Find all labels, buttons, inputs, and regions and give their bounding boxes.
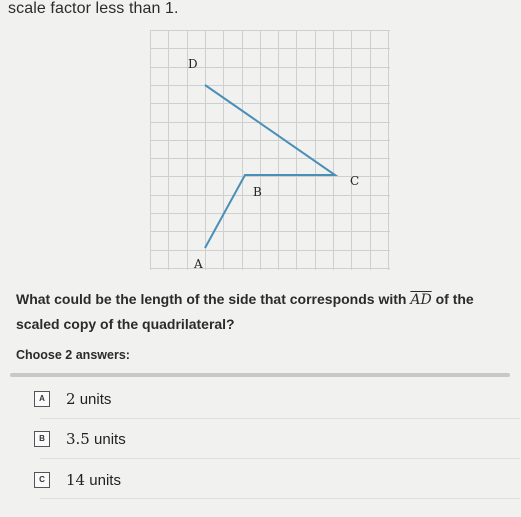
vertex-label-d: D bbox=[188, 57, 198, 71]
option-b-text: 3.5 units bbox=[66, 430, 126, 448]
option-b[interactable] bbox=[34, 429, 126, 449]
question-fragment-top: scale factor less than 1. bbox=[8, 0, 179, 17]
option-separator bbox=[40, 458, 520, 459]
option-separator bbox=[40, 498, 520, 499]
divider bbox=[10, 373, 510, 377]
option-c[interactable] bbox=[34, 470, 121, 490]
quadrilateral-figure bbox=[150, 30, 390, 270]
choose-instructions: Choose 2 answers: bbox=[16, 348, 130, 362]
option-b-letter: B bbox=[34, 431, 50, 447]
option-a-letter: A bbox=[34, 391, 50, 407]
grid bbox=[150, 30, 390, 270]
option-c-letter: C bbox=[34, 472, 50, 488]
option-a-text: 2 units bbox=[66, 390, 112, 408]
option-separator bbox=[40, 418, 520, 419]
segment-ad: $\overline{AD}$ bbox=[410, 292, 432, 308]
option-c-text: 14 units bbox=[66, 471, 121, 489]
question-text bbox=[16, 287, 516, 336]
vertex-label-a: A bbox=[194, 257, 203, 270]
vertex-label-b: B bbox=[253, 185, 262, 199]
question-text-after: of the scaled copy of the quadrilateral? bbox=[16, 291, 474, 332]
question-text-before: What could be the length of the side that corresponds with bbox=[16, 291, 411, 307]
vertex-label-c: C bbox=[350, 174, 360, 188]
option-a[interactable] bbox=[34, 389, 111, 409]
